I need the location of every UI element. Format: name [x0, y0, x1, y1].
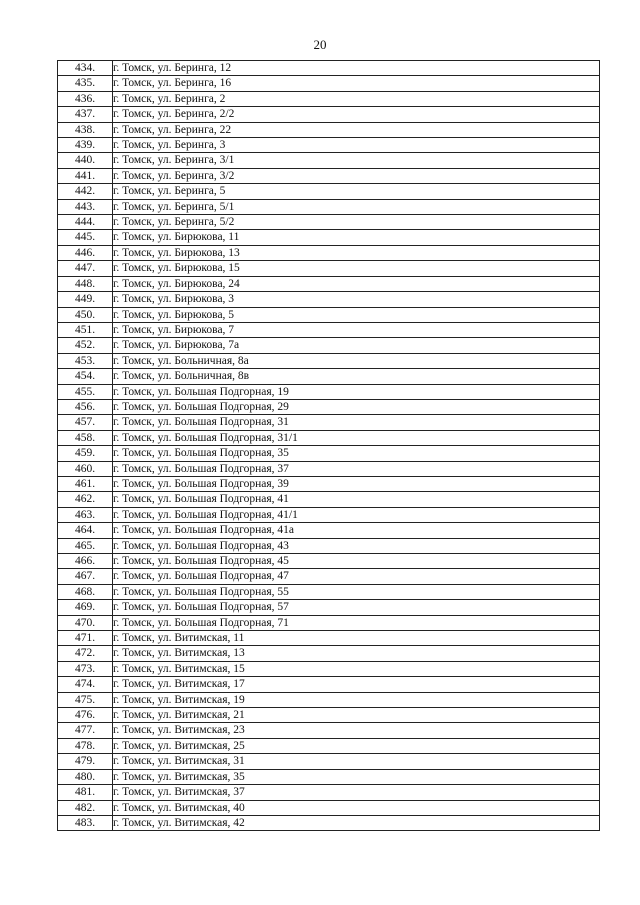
row-address: г. Томск, ул. Большая Подгорная, 35 — [113, 446, 600, 461]
row-address: г. Томск, ул. Большая Подгорная, 43 — [113, 538, 600, 553]
table-row — [58, 91, 600, 106]
row-address: г. Томск, ул. Беринга, 2 — [113, 91, 600, 106]
row-address: г. Томск, ул. Бирюкова, 3 — [113, 292, 600, 307]
row-address: г. Томск, ул. Беринга, 5/1 — [113, 199, 600, 214]
row-number: 480. — [58, 769, 113, 784]
table-row — [58, 399, 600, 414]
table-row — [58, 569, 600, 584]
row-address: г. Томск, ул. Большая Подгорная, 57 — [113, 600, 600, 615]
table-row — [58, 584, 600, 599]
row-number: 454. — [58, 369, 113, 384]
row-number: 441. — [58, 168, 113, 183]
table-row — [58, 615, 600, 630]
table-row — [58, 646, 600, 661]
row-address: г. Томск, ул. Бирюкова, 11 — [113, 230, 600, 245]
table-row — [58, 631, 600, 646]
row-address: г. Томск, ул. Бирюкова, 24 — [113, 276, 600, 291]
row-number: 479. — [58, 754, 113, 769]
row-number: 434. — [58, 61, 113, 76]
table-row — [58, 708, 600, 723]
row-number: 478. — [58, 738, 113, 753]
row-address: г. Томск, ул. Беринга, 3/1 — [113, 153, 600, 168]
table-row — [58, 338, 600, 353]
row-number: 473. — [58, 661, 113, 676]
row-number: 466. — [58, 554, 113, 569]
row-number: 455. — [58, 384, 113, 399]
row-address: г. Томск, ул. Витимская, 21 — [113, 708, 600, 723]
row-number: 439. — [58, 138, 113, 153]
table-row — [58, 507, 600, 522]
table-row — [58, 461, 600, 476]
row-number: 476. — [58, 708, 113, 723]
table-row — [58, 492, 600, 507]
table-row — [58, 538, 600, 553]
row-number: 442. — [58, 184, 113, 199]
row-number: 481. — [58, 785, 113, 800]
table-row — [58, 815, 600, 830]
row-number: 483. — [58, 815, 113, 830]
row-address: г. Томск, ул. Большая Подгорная, 31/1 — [113, 430, 600, 445]
row-number: 451. — [58, 322, 113, 337]
row-number: 463. — [58, 507, 113, 522]
row-number: 437. — [58, 107, 113, 122]
row-number: 440. — [58, 153, 113, 168]
table-row — [58, 738, 600, 753]
row-number: 457. — [58, 415, 113, 430]
row-number: 468. — [58, 584, 113, 599]
address-table-body — [58, 61, 600, 831]
row-number: 472. — [58, 646, 113, 661]
table-row — [58, 322, 600, 337]
row-address: г. Томск, ул. Бирюкова, 13 — [113, 245, 600, 260]
row-number: 469. — [58, 600, 113, 615]
row-address: г. Томск, ул. Беринга, 3/2 — [113, 168, 600, 183]
row-number: 465. — [58, 538, 113, 553]
row-address: г. Томск, ул. Беринга, 22 — [113, 122, 600, 137]
row-address: г. Томск, ул. Беринга, 16 — [113, 76, 600, 91]
row-number: 460. — [58, 461, 113, 476]
row-address: г. Томск, ул. Витимская, 40 — [113, 800, 600, 815]
row-address: г. Томск, ул. Беринга, 5/2 — [113, 215, 600, 230]
row-number: 445. — [58, 230, 113, 245]
row-address: г. Томск, ул. Большая Подгорная, 47 — [113, 569, 600, 584]
table-row — [58, 245, 600, 260]
row-number: 477. — [58, 723, 113, 738]
row-number: 458. — [58, 430, 113, 445]
row-address: г. Томск, ул. Витимская, 35 — [113, 769, 600, 784]
row-number: 470. — [58, 615, 113, 630]
table-row — [58, 677, 600, 692]
row-address: г. Томск, ул. Витимская, 15 — [113, 661, 600, 676]
row-number: 435. — [58, 76, 113, 91]
row-address: г. Томск, ул. Бирюкова, 7а — [113, 338, 600, 353]
row-address: г. Томск, ул. Бирюкова, 15 — [113, 261, 600, 276]
row-address: г. Томск, ул. Большая Подгорная, 41а — [113, 523, 600, 538]
table-row — [58, 430, 600, 445]
row-address: г. Томск, ул. Большая Подгорная, 39 — [113, 476, 600, 491]
row-address: г. Томск, ул. Витимская, 23 — [113, 723, 600, 738]
table-row — [58, 292, 600, 307]
table-row — [58, 476, 600, 491]
row-number: 438. — [58, 122, 113, 137]
table-row — [58, 168, 600, 183]
row-number: 443. — [58, 199, 113, 214]
row-address: г. Томск, ул. Витимская, 25 — [113, 738, 600, 753]
row-address: г. Томск, ул. Больничная, 8а — [113, 353, 600, 368]
row-address: г. Томск, ул. Витимская, 13 — [113, 646, 600, 661]
row-address: г. Томск, ул. Большая Подгорная, 55 — [113, 584, 600, 599]
table-row — [58, 384, 600, 399]
row-number: 450. — [58, 307, 113, 322]
row-number: 482. — [58, 800, 113, 815]
row-address: г. Томск, ул. Большая Подгорная, 45 — [113, 554, 600, 569]
row-address: г. Томск, ул. Беринга, 5 — [113, 184, 600, 199]
row-address: г. Томск, ул. Большая Подгорная, 29 — [113, 399, 600, 414]
row-address: г. Томск, ул. Большая Подгорная, 71 — [113, 615, 600, 630]
row-address: г. Томск, ул. Бирюкова, 7 — [113, 322, 600, 337]
row-address: г. Томск, ул. Беринга, 3 — [113, 138, 600, 153]
table-row — [58, 199, 600, 214]
row-number: 474. — [58, 677, 113, 692]
table-row — [58, 353, 600, 368]
row-number: 447. — [58, 261, 113, 276]
row-address: г. Томск, ул. Большая Подгорная, 37 — [113, 461, 600, 476]
row-address: г. Томск, ул. Витимская, 31 — [113, 754, 600, 769]
table-row — [58, 754, 600, 769]
table-row — [58, 230, 600, 245]
row-number: 459. — [58, 446, 113, 461]
row-address: г. Томск, ул. Витимская, 19 — [113, 692, 600, 707]
table-row — [58, 307, 600, 322]
row-address: г. Томск, ул. Бирюкова, 5 — [113, 307, 600, 322]
table-row — [58, 554, 600, 569]
row-address: г. Томск, ул. Большая Подгорная, 41/1 — [113, 507, 600, 522]
row-address: г. Томск, ул. Большая Подгорная, 41 — [113, 492, 600, 507]
row-number: 446. — [58, 245, 113, 260]
table-row — [58, 138, 600, 153]
row-number: 452. — [58, 338, 113, 353]
row-number: 453. — [58, 353, 113, 368]
table-row — [58, 661, 600, 676]
row-address: г. Томск, ул. Больничная, 8в — [113, 369, 600, 384]
row-number: 471. — [58, 631, 113, 646]
row-address: г. Томск, ул. Витимская, 42 — [113, 815, 600, 830]
page-number: 20 — [313, 37, 327, 52]
table-row — [58, 785, 600, 800]
table-row — [58, 369, 600, 384]
table-row — [58, 523, 600, 538]
row-number: 449. — [58, 292, 113, 307]
row-address: г. Томск, ул. Большая Подгорная, 19 — [113, 384, 600, 399]
table-row — [58, 61, 600, 76]
table-row — [58, 107, 600, 122]
row-address: г. Томск, ул. Беринга, 12 — [113, 61, 600, 76]
address-table — [57, 60, 600, 831]
table-row — [58, 215, 600, 230]
row-number: 456. — [58, 399, 113, 414]
table-row — [58, 723, 600, 738]
row-number: 467. — [58, 569, 113, 584]
table-row — [58, 800, 600, 815]
table-row — [58, 415, 600, 430]
table-row — [58, 122, 600, 137]
row-number: 461. — [58, 476, 113, 491]
table-row — [58, 276, 600, 291]
table-row — [58, 153, 600, 168]
row-number: 448. — [58, 276, 113, 291]
table-row — [58, 769, 600, 784]
table-row — [58, 184, 600, 199]
row-address: г. Томск, ул. Витимская, 11 — [113, 631, 600, 646]
row-number: 475. — [58, 692, 113, 707]
row-address: г. Томск, ул. Витимская, 37 — [113, 785, 600, 800]
table-row — [58, 446, 600, 461]
table-row — [58, 261, 600, 276]
row-address: г. Томск, ул. Беринга, 2/2 — [113, 107, 600, 122]
row-number: 464. — [58, 523, 113, 538]
row-address: г. Томск, ул. Большая Подгорная, 31 — [113, 415, 600, 430]
row-number: 462. — [58, 492, 113, 507]
row-address: г. Томск, ул. Витимская, 17 — [113, 677, 600, 692]
table-row — [58, 692, 600, 707]
table-row — [58, 600, 600, 615]
table-row — [58, 76, 600, 91]
row-number: 444. — [58, 215, 113, 230]
row-number: 436. — [58, 91, 113, 106]
